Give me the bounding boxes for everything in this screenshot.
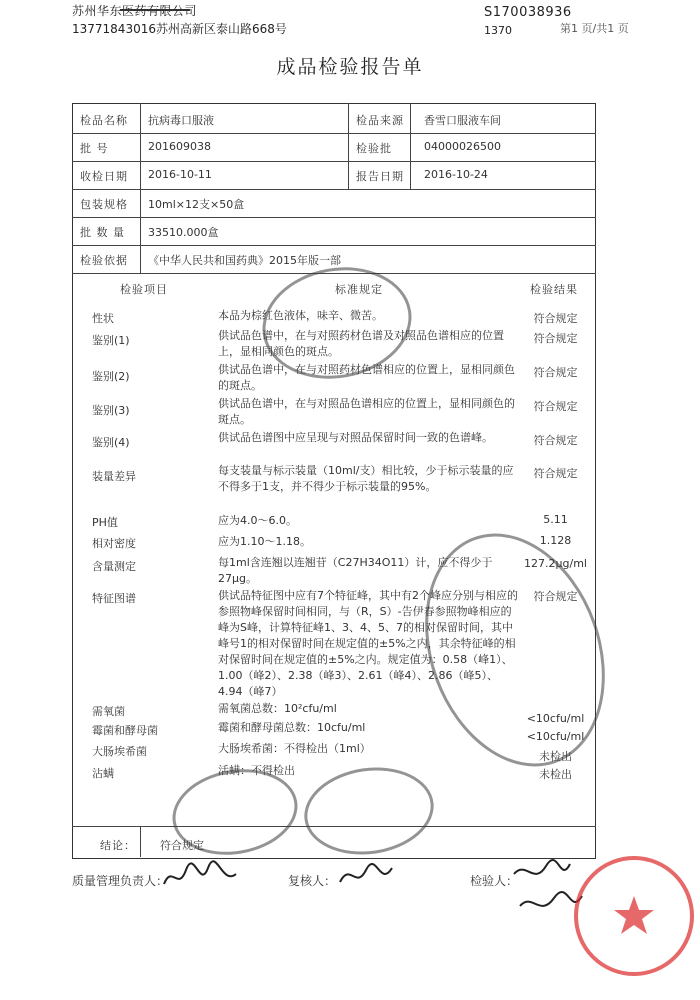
receive-date-label: 收检日期 [80,170,128,183]
test-item-standard: 每支装量与标示装量（10ml/支）相比较，少于标示装量的应不得多于1支，并不得少于标示装量的95%。 [218,464,514,493]
test-item-result: 符合规定 [533,434,578,447]
test-item-standard: 供试品色谱中，在与对照品色谱相应的位置上，显相同颜色的斑点。 [218,397,515,426]
test-item-result: 1.128 [539,534,572,547]
test-item-standard: 大肠埃希菌：不得检出（1ml） [218,742,371,755]
test-item-standard: 每1ml含连翘以连翘苷（C27H34O11）计，应不得少于27μg。 [218,556,493,585]
spec-label: 包装规格 [80,198,128,211]
col-header-item: 检验项目 [120,283,168,296]
product-label: 检品名称 [80,114,128,127]
col-header-standard: 标准规定 [335,283,383,296]
grid-line [72,133,596,134]
test-item-result: 未检出 [539,750,572,763]
test-item-result: 符合规定 [533,467,578,480]
basis-label: 检验依据 [80,254,128,267]
test-item-result: 符合规定 [533,312,578,325]
grid-line [348,103,349,189]
strikethrough-mark [120,9,190,11]
test-item-result: <10cfu/ml [526,730,585,743]
test-item-result: 5.11 [543,513,568,526]
test-item-standard: 本品为棕红色液体，味辛、微苦。 [218,309,383,322]
test-item-name: 相对密度 [92,537,136,550]
product-value: 抗病毒口服液 [148,114,214,127]
test-item-name: 装量差异 [92,470,136,483]
document-subcode: 1370 [484,24,512,37]
grid-line [140,826,141,857]
batch-value: 201609038 [148,140,211,153]
reviewer-label: 复核人： [288,874,337,888]
test-item-result: 符合规定 [533,400,578,413]
qa-manager-label: 质量管理负责人： [72,874,169,888]
test-item-standard: 供试品色谱图中应呈现与对照品保留时间一致的色谱峰。 [218,431,493,444]
red-quality-seal [570,852,698,980]
test-item-standard: 活螨：不得检出 [218,764,295,777]
qty-label: 批 数 量 [80,226,125,239]
spec-value: 10ml×12支×50盒 [148,198,245,211]
test-item-name: 沾螨 [92,767,114,780]
test-item-standard: 霉菌和酵母菌总数：10cfu/ml [218,721,366,734]
inspector-label: 检验人： [470,874,519,888]
company-name: 苏州华东医药有限公司 [72,4,198,18]
source-label: 检品来源 [356,114,404,127]
grid-line [72,189,596,190]
test-item-standard: 供试品特征图中应有7个特征峰，其中有2个峰应分别与相应的参照物峰保留时间相同，与（R，S）-告伊春参照物峰相应的峰为S峰，计算特征峰1、3、4、5、7的相对保留时间，其中峰号1的相对保留时间在规定值的±5%之内，其余特征峰的相对保留时间在规定值的±5%之内。规定值为：0.58（峰1）、1.00（峰2）、2.38（峰3）、2.61（峰4）、2.86（峰5）、4.94（峰7） [218,589,518,698]
test-item-name: 大肠埃希菌 [92,745,147,758]
test-item-standard: 应为1.10～1.18。 [218,535,311,548]
document-code: S170038936 [484,5,572,20]
test-item-result: 符合规定 [533,366,578,379]
handwritten-signature [336,858,396,894]
grid-line [72,245,596,246]
col-header-result: 检验结果 [530,283,578,296]
basis-value: 《中华人民共和国药典》2015年版一部 [148,254,341,267]
report-date-value: 2016-10-24 [424,168,488,181]
grid-line [140,103,141,273]
test-item-name: 性状 [92,312,114,325]
inspect-no-label: 检验批 [356,142,392,155]
test-item-name: 含量测定 [92,560,136,573]
qty-value: 33510.000盒 [148,226,219,239]
test-item-name: 霉菌和酵母菌 [92,724,158,737]
test-item-name: PH值 [92,516,118,529]
test-item-result: 符合规定 [533,332,578,345]
test-item-name: 鉴别(2) [92,370,130,383]
receive-date-value: 2016-10-11 [148,168,212,181]
test-item-standard: 应为4.0～6.0。 [218,514,297,527]
report-date-label: 报告日期 [356,170,404,183]
company-address: 13771843016苏州高新区泰山路668号 [72,22,287,36]
conclusion-label: 结论： [100,839,136,852]
batch-label: 批 号 [80,142,109,155]
test-item-name: 特征图谱 [92,592,136,605]
page-title: 成品检验报告单 [276,56,424,78]
test-item-result: 符合规定 [533,590,578,603]
inspect-no-value: 04000026500 [424,140,501,153]
test-item-name: 鉴别(1) [92,334,130,347]
test-item-result: <10cfu/ml [526,712,585,725]
test-item-name: 鉴别(4) [92,436,130,449]
test-item-result: 127.2μg/ml [524,557,587,570]
test-item-name: 鉴别(3) [92,404,130,417]
page-info: 第1 页/共1 页 [560,22,629,35]
test-item-result: 未检出 [539,768,572,781]
test-item-standard: 供试品色谱中，在与对照药材色谱及对照品色谱相应的位置上，显相同颜色的斑点。 [218,329,504,358]
grid-line [72,217,596,218]
grid-line [410,103,411,189]
handwritten-signature [160,856,240,896]
conclusion-value: 符合规定 [160,839,204,852]
source-value: 香雪口服液车间 [424,114,501,127]
test-item-standard: 需氧菌总数：10²cfu/ml [218,702,337,715]
test-item-standard: 供试品色谱中，在与对照药材色谱相应的位置上，显相同颜色的斑点。 [218,363,515,392]
grid-line [72,161,596,162]
test-item-name: 需氧菌 [92,705,125,718]
